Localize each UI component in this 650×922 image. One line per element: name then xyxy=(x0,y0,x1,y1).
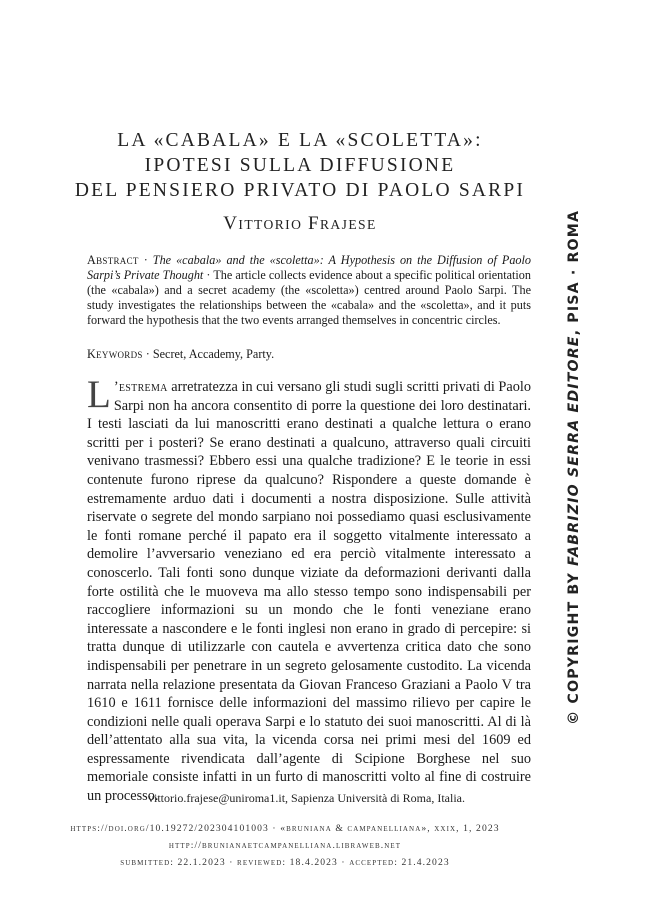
article-title xyxy=(0,128,600,203)
keywords-separator: · xyxy=(142,347,153,361)
title-line-3: DEL PENSIERO PRIVATO DI PAOLO SARPI xyxy=(74,180,526,201)
body-opening-smallcaps: ’estrema xyxy=(113,379,168,395)
abstract-label: Abstract xyxy=(87,253,139,267)
copyright-vertical-text xyxy=(566,210,582,725)
author-last-initial: F xyxy=(307,213,320,234)
abstract-separator-1: · xyxy=(138,253,153,267)
body-paragraph xyxy=(87,373,531,806)
author-affiliation-footnote: vittorio.frajese@uniroma1.it, Sapienza Università di Roma, Italia. xyxy=(148,791,465,805)
drop-cap: L xyxy=(87,373,111,416)
title-line-2: IPOTESI SULLA DIFFUSIONE xyxy=(144,155,456,176)
author-first-initial: V xyxy=(223,213,239,234)
keywords-label: Keywords xyxy=(87,347,143,361)
body-text: arretratezza in cui versano gli studi sugli scritti privati di Paolo Sarpi non ha ancora consentito di porre la questione dei loro destinatari. I testi lasciati da lui manoscritti erano destinati a qualche lettura o erano scritti per i posteri? Se erano destinati a qualcuno, attraverso quali circuiti venivano trasmessi? Ebbero essi una qualche tradizione? E le teorie in essi contenute furono riprese da qualcuno? Rispondere a queste domande è estremamente arduo dati i documenti a nostra disposizione. Sulle attività riservate o segrete del mondo sarpiano noi possediamo quasi esclusivamente le fonti romane perché il papato era il soggetto vitalmente interessato a demolire l’avversario veneziano ed era perciò vitalmente interessato a conoscerlo. Tali fonti sono dunque viziate da deformazioni derivanti dalla forte ostilità che le muoveva ma allo stesso tempo sono indispensabili per raccogliere informazioni su un mondo che le fonti veneziane erano interessate a nascondere e le fonti inglesi non erano in grado di percepire: si tratta dunque di utilizzarle con cautela e avvertenza critica dato che sono indispensabili per penetrare in un segreto gelosamente custodito. La vicenda narrata nella relazione presentata da Giovan Franceso Graziani a Paolo V tra 1610 e 1611 fornisce delle informazioni del massimo rilievo per capire le condizioni nelle quali operava Sarpi e lo statuto dei suoi manoscritti. Al di là dell’attentato alla sua vita, la vicenda corsa nei primi mesi del 1609 ed espressamente rivendicata dall’agente di Scipione Borghese nel suo memoriale consiste infatti in un furto di manoscritti volto al fine di costruire un processo. xyxy=(87,379,531,805)
author-first-rest: ITTORIO xyxy=(238,217,303,232)
keywords-text: Secret, Accademy, Party. xyxy=(152,347,275,361)
abstract xyxy=(87,253,531,328)
title-line-1: LA «CABALA» E LA «SCOLETTA»: xyxy=(117,130,483,151)
keywords xyxy=(87,347,274,362)
url-line: http://brunianaetcampanelliana.libraweb.net xyxy=(168,840,402,851)
abstract-text: The article collects evidence about a specific political orientation (the «cabala») and a secret academy (the «scoletta») centred around Paolo Sarpi. The study investigates the relationships between the «cabala» and the «scoletta», and it puts forward the hypothesis that the two events arranged themselves in concentric circles. xyxy=(87,268,531,328)
copyright-publisher: FABRIZIO SERRA EDITORE xyxy=(566,335,582,566)
abstract-english-title: The «cabala» and the «scoletta»: A Hypothesis on the Diffusion of Paolo Sarpi’s Private Thought xyxy=(87,253,532,283)
author-last-rest: RAJESE xyxy=(319,217,377,232)
dates-line: submitted: 22.1.2023 · reviewed: 18.4.2023 · accepted: 21.4.2023 xyxy=(120,857,450,868)
doi-line: https://doi.org/10.19272/202304101003 · «bruniana & campanelliana», xxix, 1, 2023 xyxy=(70,823,500,834)
copyright-suffix: , PISA · ROMA xyxy=(566,209,582,336)
author-name xyxy=(0,213,600,235)
abstract-separator-2: · xyxy=(203,268,214,283)
copyright-prefix: © COPYRIGHT BY xyxy=(566,565,582,725)
